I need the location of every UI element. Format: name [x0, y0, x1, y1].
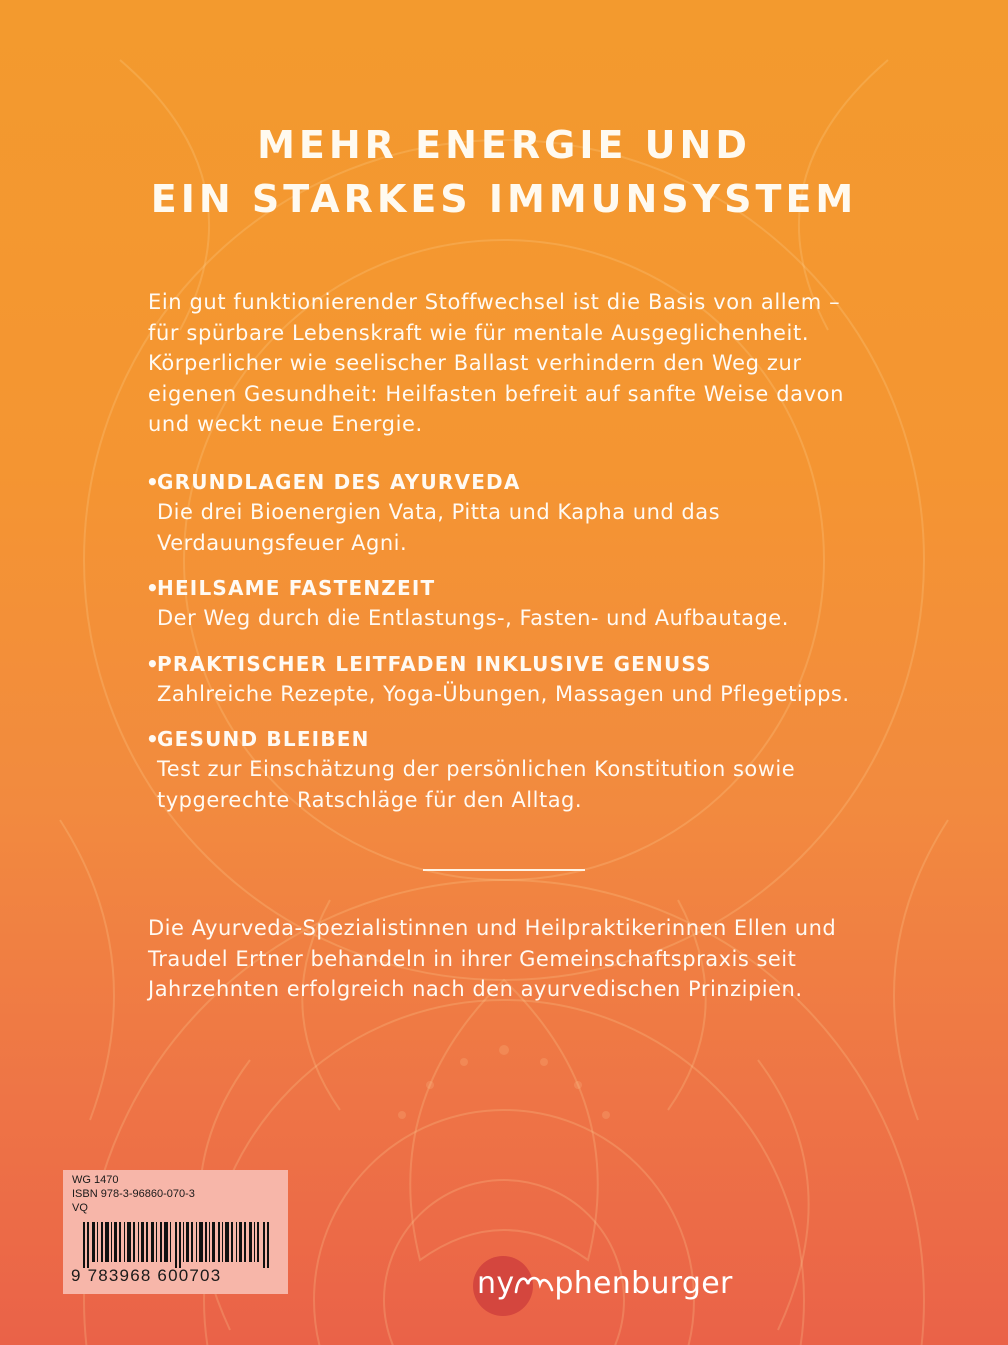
feature-heading — [146, 724, 886, 754]
barcode-label — [63, 1170, 288, 1294]
feature-heading-text: GESUND BLEIBEN — [157, 727, 370, 751]
feature-item — [146, 467, 886, 558]
feature-item — [146, 573, 886, 634]
feature-heading — [146, 573, 886, 603]
cover-title-line-1: MEHR ENERGIE UND — [257, 123, 751, 167]
feature-text: Die drei Bioenergien Vata, Pitta und Kapha und das Verdauungsfeuer Agni. — [157, 500, 721, 555]
bullet-icon: • — [146, 576, 160, 600]
bullet-icon: • — [146, 727, 160, 751]
intro-paragraph: Ein gut funktionierender Stoffwechsel ist die Basis von allem – für spürbare Lebenskraft wie für mentale Ausgeglichenheit. Körperlicher wie seelischer Ballast verhindern den Weg zur eigenen Gesundheit: Heilfasten befreit auf sanfte Weise davon und weckt neue Energie. — [148, 290, 844, 436]
bullet-icon: • — [146, 470, 160, 494]
logo-suffix: phenburger — [554, 1266, 733, 1301]
feature-text: Zahlreiche Rezepte, Yoga-Übungen, Massagen und Pflegetipps. — [157, 681, 850, 706]
feature-list — [146, 467, 886, 830]
publisher-logo-text — [477, 1266, 733, 1301]
logo-prefix: ny — [477, 1266, 515, 1301]
feature-text: Test zur Einschätzung der persönlichen Konstitution sowie typgerechte Ratschläge für den Alltag. — [157, 757, 796, 812]
m-swirl-icon — [514, 1270, 554, 1296]
feature-heading-text: PRAKTISCHER LEITFADEN INKLUSIVE GENUSS — [157, 651, 712, 676]
feature-heading-text: GRUNDLAGEN DES AYURVEDA — [157, 470, 521, 494]
feature-item — [146, 724, 886, 815]
authors-paragraph: Die Ayurveda-Spezialistinnen und Heilpraktikerinnen Ellen und Traudel Ertner behandeln in ihrer Gemeinschaftspraxis seit Jahrzehnten erfolgreich nach den ayurvedischen Prinzipien. — [148, 916, 837, 1001]
feature-heading — [146, 467, 886, 497]
bullet-icon: • — [146, 651, 160, 676]
vq-code: VQ — [72, 1202, 88, 1214]
feature-text: Der Weg durch die Entlastungs-, Fasten- und Aufbautage. — [157, 606, 789, 630]
cover-title — [0, 118, 1008, 226]
feature-item — [146, 649, 886, 710]
feature-heading — [146, 649, 886, 679]
barcode-icon — [83, 1222, 273, 1268]
wg-number: WG 1470 — [72, 1174, 119, 1186]
barcode-digits: 9 783968 600703 — [71, 1266, 222, 1285]
isbn-number: ISBN 978-3-96860-070-3 — [72, 1188, 195, 1200]
feature-heading-text: HEILSAME FASTENZEIT — [157, 576, 436, 600]
cover-title-line-2: EIN STARKES IMMUNSYSTEM — [150, 177, 858, 221]
divider-line — [423, 869, 585, 871]
